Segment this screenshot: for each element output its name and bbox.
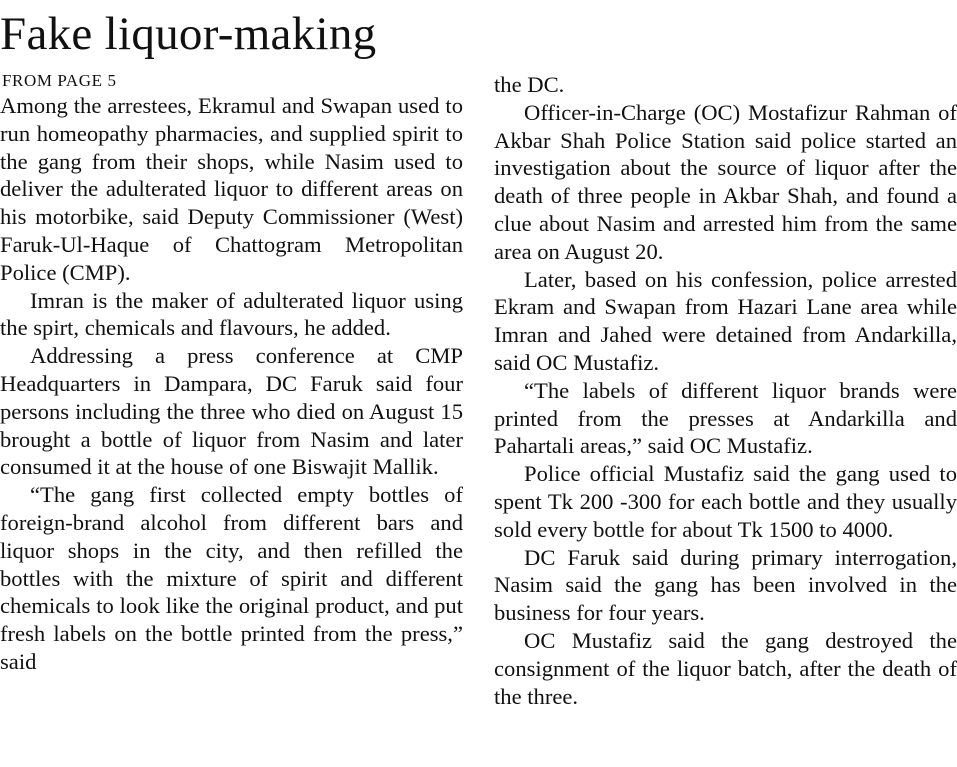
paragraph: Among the arrestees, Ekramul and Swapan used to run homeopathy pharmacies, and supplied spirit to the gang from their shops, while Nasim used to deliver the adulterated liquor to different areas on his motorbike, said Deputy Commissioner (West) Faruk-Ul-Haque of Chattogram Metropolitan Police (CMP). (0, 93, 463, 285)
paragraph: OC Mustafiz said the gang destroyed the consignment of the liquor batch, after the death of the three. (494, 627, 957, 709)
paragraph: Addressing a press conference at CMP Headquarters in Dampara, DC Faruk said four persons including the three who died on August 15 brought a bottle of liquor from Nasim and later consumed it at the house of one Biswajit Mallik. (0, 343, 463, 480)
left-column (0, 92, 463, 676)
paragraph: Later, based on his confession, police arrested Ekram and Swapan from Hazari Lane area while Imran and Jahed were detained from Andarkilla, said OC Mustafiz. (494, 266, 957, 375)
paragraph: Police official Mustafiz said the gang used to spent Tk 200 -300 for each bottle and they usually sold every bottle for about Tk 1500 to 4000. (494, 461, 957, 542)
continued-from-label: FROM PAGE 5 (2, 71, 117, 90)
paragraph: Officer-in-Charge (OC) Mostafizur Rahman of Akbar Shah Police Station said police started an investigation about the source of liquor after the death of three people in Akbar Shah, and found a clue about Nasim and arrested him from the same area on August 20. (494, 99, 957, 264)
right-column (494, 71, 957, 710)
headline: Fake liquor-making (0, 8, 377, 60)
paragraph: “The gang first collected empty bottles of foreign-brand alcohol from different bars and liquor shops in the city, and then refilled the bottles with the mixture of spirit and different chemicals to look like the original product, and put fresh labels on the bottle printed from the press,” said (0, 482, 463, 674)
paragraph: “The labels of different liquor brands were printed from the presses at Andarkilla and Pahartali areas,” said OC Mustafiz. (494, 377, 957, 459)
paragraph: DC Faruk said during primary interrogation, Nasim said the gang has been involved in the business for four years. (494, 544, 957, 626)
paragraph: Imran is the maker of adulterated liquor using the spirt, chemicals and flavours, he added. (0, 287, 463, 341)
paragraph: the DC. (494, 72, 565, 97)
